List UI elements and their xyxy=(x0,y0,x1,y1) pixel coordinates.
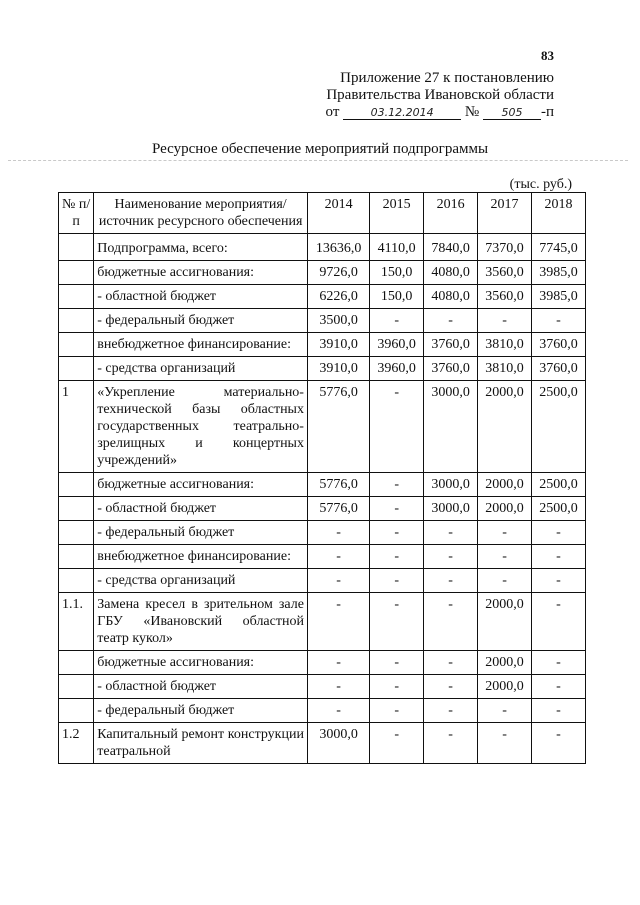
value-cell-2015: - xyxy=(370,699,424,723)
value-cell-2015: - xyxy=(370,521,424,545)
value-cell-2018: - xyxy=(532,675,586,699)
row-number-cell xyxy=(59,285,94,309)
value-cell-2017: 2000,0 xyxy=(478,381,532,473)
table-row xyxy=(59,234,586,261)
value-cell-2014: 3000,0 xyxy=(307,723,369,764)
value-cell-2017: 3810,0 xyxy=(478,333,532,357)
value-cell-2014: - xyxy=(307,521,369,545)
row-number-cell xyxy=(59,234,94,261)
value-cell-2017: 7370,0 xyxy=(478,234,532,261)
value-cell-2016: 3760,0 xyxy=(424,357,478,381)
value-cell-2015: - xyxy=(370,723,424,764)
value-cell-2015: - xyxy=(370,651,424,675)
table-row xyxy=(59,699,586,723)
table-row xyxy=(59,285,586,309)
value-cell-2018: - xyxy=(532,723,586,764)
table-row xyxy=(59,309,586,333)
value-cell-2017: 2000,0 xyxy=(478,593,532,651)
value-cell-2014: 3500,0 xyxy=(307,309,369,333)
row-name-cell: Капитальный ремонт конструкции театральной xyxy=(94,723,308,764)
value-cell-2015: - xyxy=(370,497,424,521)
value-cell-2014: 6226,0 xyxy=(307,285,369,309)
value-cell-2014: 3910,0 xyxy=(307,333,369,357)
value-cell-2015: 150,0 xyxy=(370,261,424,285)
row-number-cell xyxy=(59,309,94,333)
value-cell-2016: - xyxy=(424,309,478,333)
value-cell-2014: 13636,0 xyxy=(307,234,369,261)
row-name-cell: - областной бюджет xyxy=(94,675,308,699)
value-cell-2018: 3760,0 xyxy=(532,333,586,357)
row-name-cell: - федеральный бюджет xyxy=(94,309,308,333)
value-cell-2015: - xyxy=(370,593,424,651)
table-row xyxy=(59,473,586,497)
table-row xyxy=(59,593,586,651)
value-cell-2018: 3985,0 xyxy=(532,285,586,309)
value-cell-2017: 2000,0 xyxy=(478,473,532,497)
value-cell-2018: - xyxy=(532,593,586,651)
value-cell-2017: 2000,0 xyxy=(478,497,532,521)
decree-number: 505 xyxy=(483,106,541,120)
row-name-cell: бюджетные ассигнования: xyxy=(94,473,308,497)
header-2017: 2017 xyxy=(478,193,532,234)
value-cell-2015: - xyxy=(370,473,424,497)
row-name-cell: «Укрепление материально-технической базы областных государственных театрально-зрелищных и концертных учреждений» xyxy=(94,381,308,473)
row-name-cell: - областной бюджет xyxy=(94,285,308,309)
row-name-cell: - средства организаций xyxy=(94,357,308,381)
value-cell-2018: - xyxy=(532,699,586,723)
value-cell-2018: - xyxy=(532,545,586,569)
value-cell-2016: - xyxy=(424,651,478,675)
value-cell-2015: - xyxy=(370,309,424,333)
value-cell-2016: 4080,0 xyxy=(424,261,478,285)
value-cell-2014: - xyxy=(307,675,369,699)
appendix-line-2: Правительства Ивановской области xyxy=(326,87,554,103)
value-cell-2017: 2000,0 xyxy=(478,651,532,675)
value-cell-2015: - xyxy=(370,569,424,593)
resource-table xyxy=(58,192,586,764)
row-name-cell: бюджетные ассигнования: xyxy=(94,261,308,285)
value-cell-2016: 3760,0 xyxy=(424,333,478,357)
value-cell-2014: - xyxy=(307,569,369,593)
value-cell-2017: - xyxy=(478,545,532,569)
value-cell-2018: 3760,0 xyxy=(532,357,586,381)
row-name-cell: внебюджетное финансирование: xyxy=(94,333,308,357)
value-cell-2016: - xyxy=(424,521,478,545)
table-row xyxy=(59,357,586,381)
value-cell-2016: 7840,0 xyxy=(424,234,478,261)
value-cell-2017: - xyxy=(478,723,532,764)
table-row xyxy=(59,521,586,545)
value-cell-2018: - xyxy=(532,651,586,675)
value-cell-2016: 4080,0 xyxy=(424,285,478,309)
row-name-cell: - средства организаций xyxy=(94,569,308,593)
value-cell-2017: 3810,0 xyxy=(478,357,532,381)
table-row xyxy=(59,333,586,357)
value-cell-2015: - xyxy=(370,545,424,569)
value-cell-2014: 5776,0 xyxy=(307,381,369,473)
document-title: Ресурсное обеспечение мероприятий подпрограммы xyxy=(151,141,489,157)
value-cell-2018: - xyxy=(532,569,586,593)
table-body xyxy=(59,234,586,764)
value-cell-2018: 7745,0 xyxy=(532,234,586,261)
table-row xyxy=(59,545,586,569)
value-cell-2016: 3000,0 xyxy=(424,473,478,497)
appendix-date-number-line xyxy=(326,104,554,121)
row-name-cell: Подпрограмма, всего: xyxy=(94,234,308,261)
row-name-cell: - федеральный бюджет xyxy=(94,521,308,545)
row-number-cell: 1.2 xyxy=(59,723,94,764)
row-number-cell xyxy=(59,699,94,723)
row-number-cell xyxy=(59,473,94,497)
value-cell-2014: - xyxy=(307,651,369,675)
value-cell-2015: - xyxy=(370,381,424,473)
appendix-header xyxy=(326,70,554,121)
row-name-cell: - федеральный бюджет xyxy=(94,699,308,723)
value-cell-2016: - xyxy=(424,593,478,651)
value-cell-2014: - xyxy=(307,545,369,569)
value-cell-2014: 5776,0 xyxy=(307,497,369,521)
value-cell-2017: - xyxy=(478,569,532,593)
page-number: 83 xyxy=(541,48,554,63)
value-cell-2018: 2500,0 xyxy=(532,381,586,473)
value-cell-2018: - xyxy=(532,521,586,545)
row-number-cell: 1 xyxy=(59,381,94,473)
row-number-cell xyxy=(59,261,94,285)
row-number-cell: 1.1. xyxy=(59,593,94,651)
table-row xyxy=(59,569,586,593)
appendix-line-1: Приложение 27 к постановлению xyxy=(340,70,554,86)
value-cell-2016: - xyxy=(424,569,478,593)
value-cell-2015: 3960,0 xyxy=(370,333,424,357)
value-cell-2018: - xyxy=(532,309,586,333)
value-cell-2015: 3960,0 xyxy=(370,357,424,381)
value-cell-2018: 3985,0 xyxy=(532,261,586,285)
table-row xyxy=(59,651,586,675)
table-row xyxy=(59,261,586,285)
units-label: (тыс. руб.) xyxy=(509,177,572,192)
value-cell-2016: - xyxy=(424,723,478,764)
table-header-row xyxy=(59,193,586,234)
header-2018: 2018 xyxy=(532,193,586,234)
value-cell-2017: - xyxy=(478,699,532,723)
row-name-cell: бюджетные ассигнования: xyxy=(94,651,308,675)
row-number-cell xyxy=(59,651,94,675)
value-cell-2014: 5776,0 xyxy=(307,473,369,497)
value-cell-2017: - xyxy=(478,521,532,545)
value-cell-2015: - xyxy=(370,675,424,699)
value-cell-2016: 3000,0 xyxy=(424,497,478,521)
row-number-cell xyxy=(59,333,94,357)
row-name-cell: внебюджетное финансирование: xyxy=(94,545,308,569)
row-number-cell xyxy=(59,497,94,521)
header-2015: 2015 xyxy=(370,193,424,234)
row-name-cell: Замена кресел в зрительном зале ГБУ «Ивановский областной театр кукол» xyxy=(94,593,308,651)
row-number-cell xyxy=(59,569,94,593)
value-cell-2017: 3560,0 xyxy=(478,261,532,285)
value-cell-2015: 150,0 xyxy=(370,285,424,309)
table-row xyxy=(59,675,586,699)
value-cell-2018: 2500,0 xyxy=(532,497,586,521)
value-cell-2015: 4110,0 xyxy=(370,234,424,261)
header-2014: 2014 xyxy=(307,193,369,234)
value-cell-2014: - xyxy=(307,593,369,651)
value-cell-2014: - xyxy=(307,699,369,723)
value-cell-2014: 3910,0 xyxy=(307,357,369,381)
value-cell-2017: 3560,0 xyxy=(478,285,532,309)
row-number-cell xyxy=(59,675,94,699)
header-2016: 2016 xyxy=(424,193,478,234)
number-label: № xyxy=(464,104,480,120)
table-row xyxy=(59,381,586,473)
row-number-cell xyxy=(59,545,94,569)
value-cell-2016: - xyxy=(424,675,478,699)
value-cell-2014: 9726,0 xyxy=(307,261,369,285)
decree-date: 03.12.2014 xyxy=(343,106,461,120)
scan-artifact-line xyxy=(8,160,628,161)
row-number-cell xyxy=(59,357,94,381)
from-label: от xyxy=(325,104,340,120)
value-cell-2016: - xyxy=(424,699,478,723)
value-cell-2018: 2500,0 xyxy=(532,473,586,497)
header-num: № п/п xyxy=(59,193,94,234)
value-cell-2017: - xyxy=(478,309,532,333)
header-name: Наименование мероприятия/источник ресурсного обеспечения xyxy=(94,193,308,234)
value-cell-2016: - xyxy=(424,545,478,569)
number-suffix: -п xyxy=(540,104,554,120)
table-row xyxy=(59,497,586,521)
table-row xyxy=(59,723,586,764)
value-cell-2016: 3000,0 xyxy=(424,381,478,473)
row-number-cell xyxy=(59,521,94,545)
row-name-cell: - областной бюджет xyxy=(94,497,308,521)
value-cell-2017: 2000,0 xyxy=(478,675,532,699)
